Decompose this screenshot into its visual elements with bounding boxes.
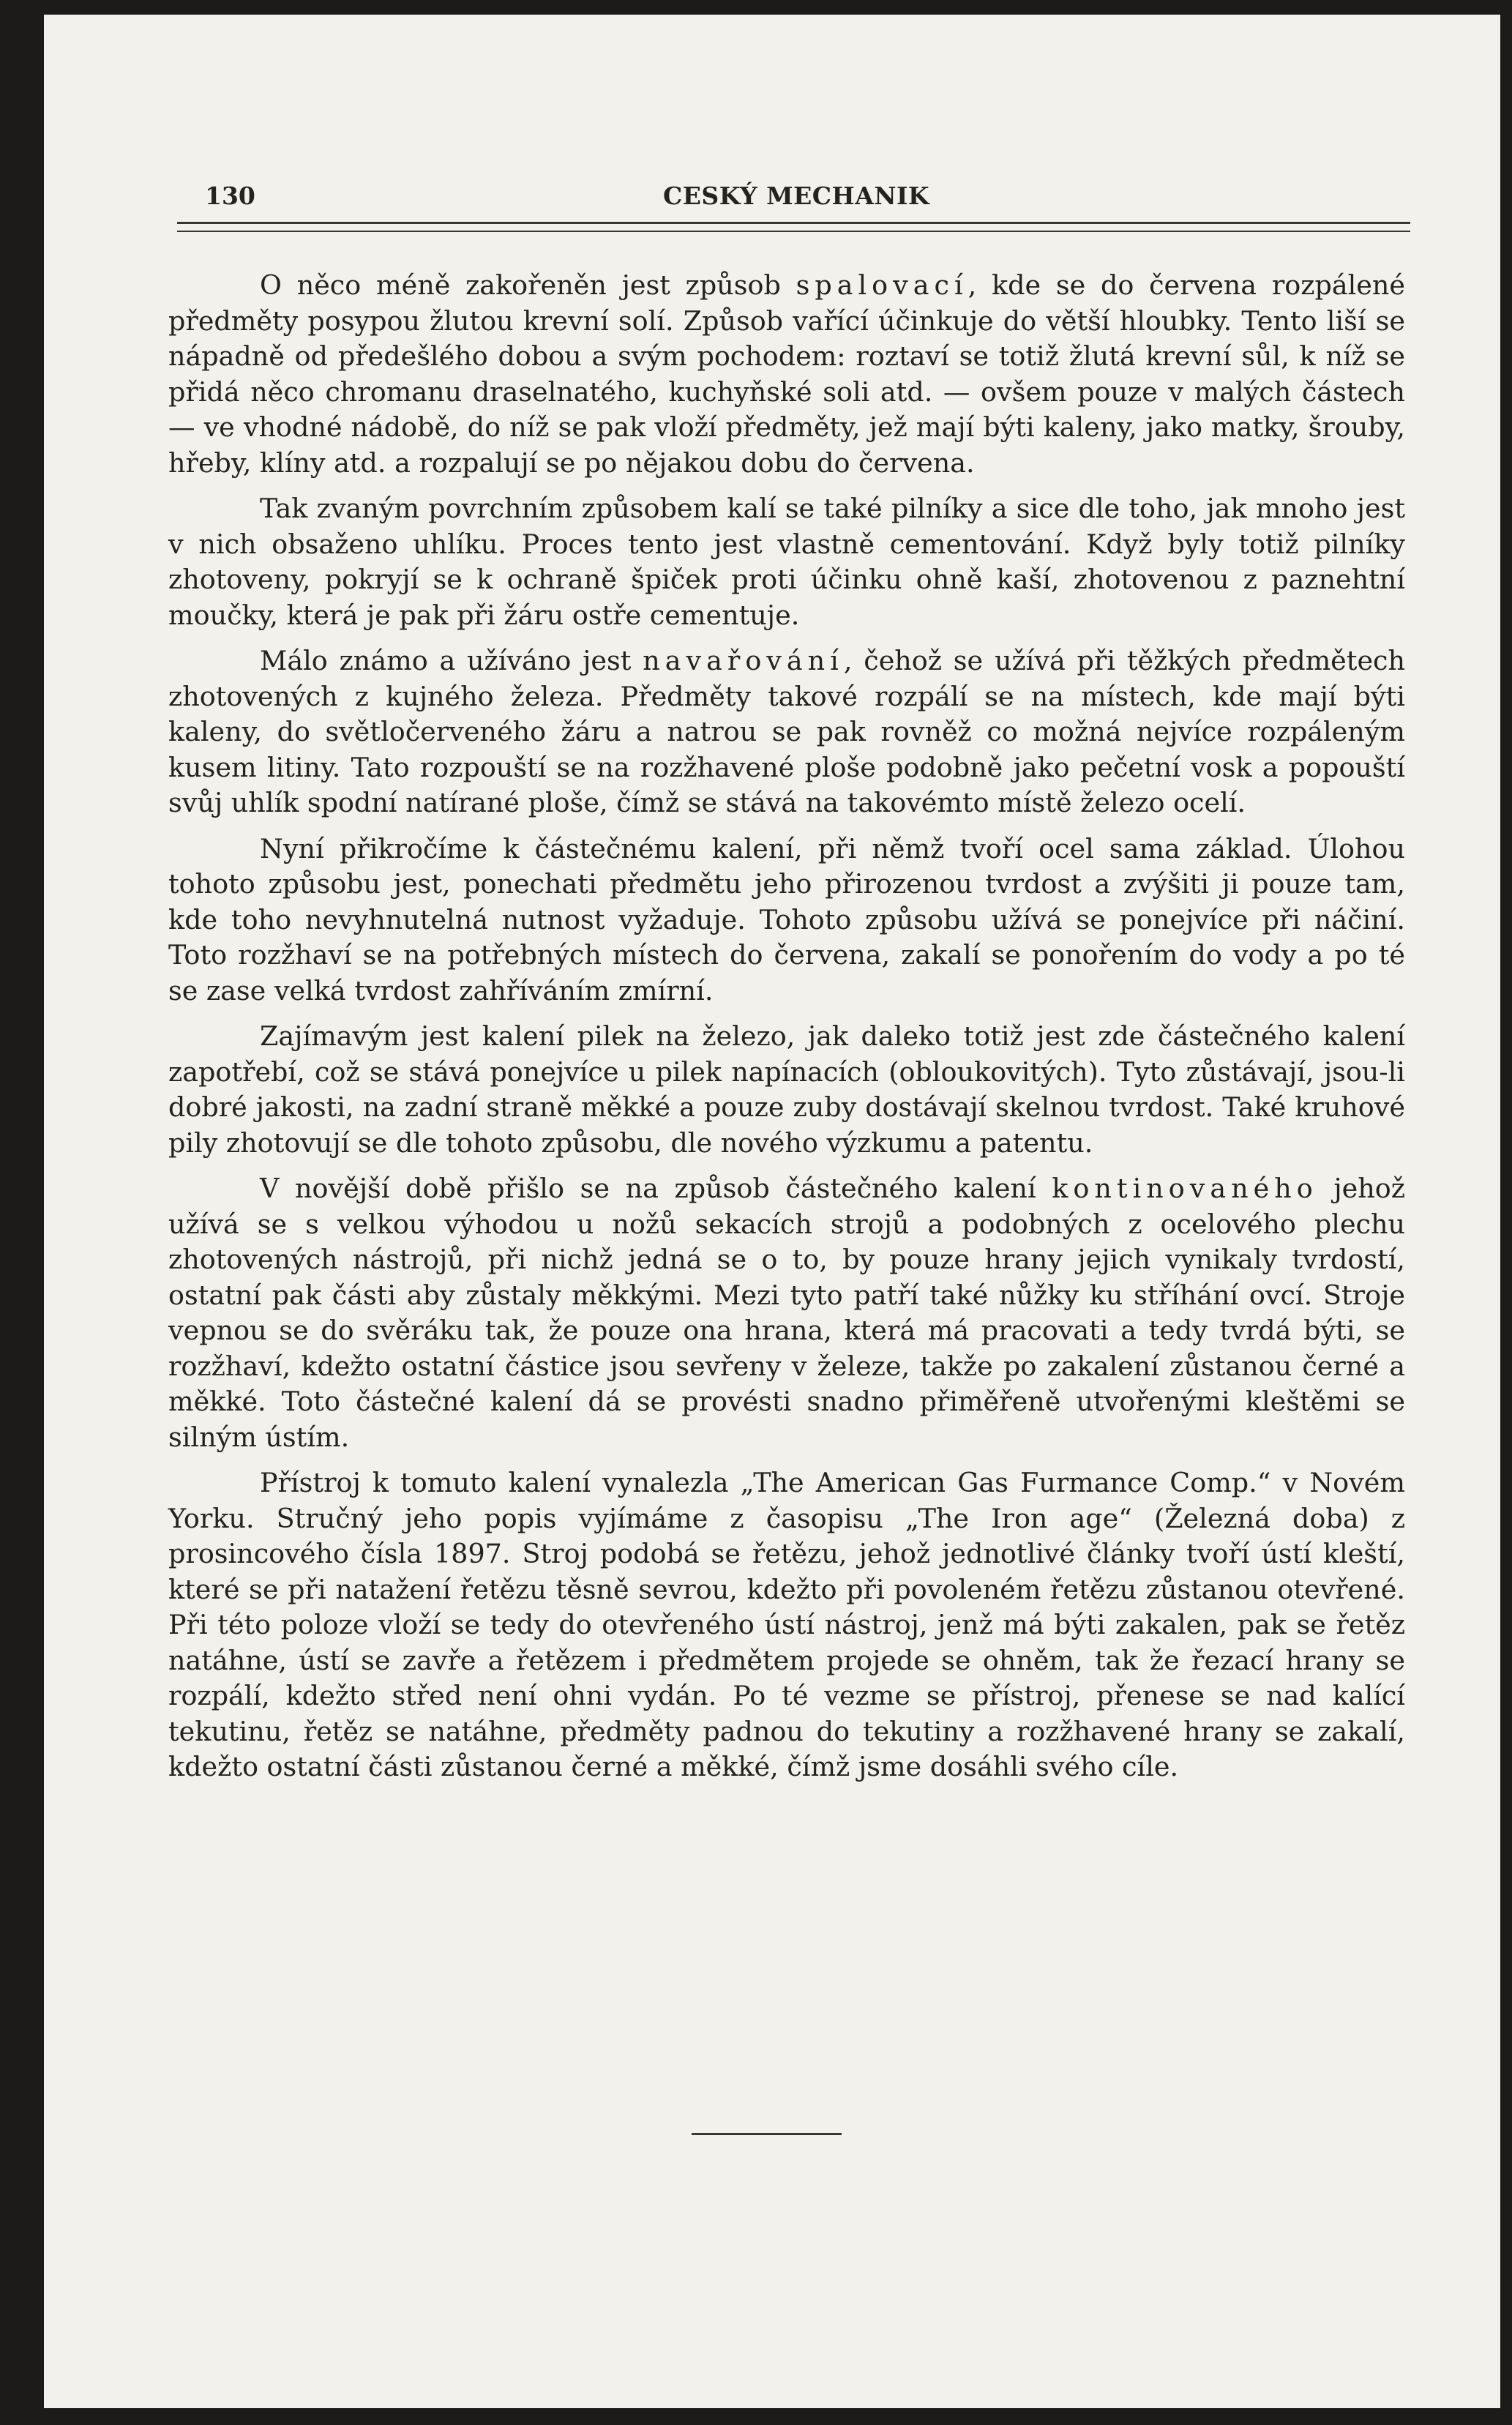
paragraph: Zajímavým jest kalení pilek na železo, jak daleko totiž jest zde částečného kalení zapotřebí, což se stává ponejvíce u pilek napínacích (obloukovitých). Tyto zůstávají, jsou-li dobré jakosti, na zadní straně měkké a pouze zuby dostávají skelnou tvrdost. Také kruhové pily zhotovují se dle tohoto způsobu, dle nového výzkumu a patentu. (168, 1020, 1405, 1159)
header-rule-bottom (177, 231, 1410, 232)
page-number: 130 (205, 182, 255, 210)
article-body (168, 268, 1405, 1796)
paragraph: Málo známo a užíváno jest navařování, čehož se užívá při těžkých předmětech zhotovených z kujného železa. Předměty takové rozpálí se na místech, kde mají býti kaleny, do světločerveného žáru a natrou se pak rovněž co možná nejvíce rozpáleným kusem litiny. Tato rozpouští se na rozžhavené ploše podobně jako pečetní vosk a popouští svůj uhlík spodní natírané ploše, čímž se stává na takovémto místě železo ocelí. (168, 645, 1406, 818)
paragraph: Přístroj k tomuto kalení vynalezla „The American Gas Furmance Comp.“ v Novém Yorku. Stručný jeho popis vyjímáme z časopisu „The Iron age“ (Železná doba) z prosincového čísla 1897. Stroj podobá se řetězu, jehož jednotlivé články tvoří ústí kleští, které se při natažení řetězu těsně sevrou, kdežto při povoleném řetězu zůstanou otevřené. Při této poloze vloží se tedy do otevřeného ústí nástroj, jenž má býti zakalen, pak se řetěz natáhne, ústí se zavře a řetězem i předmětem projede se ohněm, tak že řezací hrany se rozpálí, kdežto střed není ohni vydán. Po té vezme se přístroj, přenese se nad kalící tekutinu, řetěz se natáhne, předměty padnou do tekutiny a rozžhavené hrany se zakalí, kdežto ostatní části zůstanou černé a měkké, čímž jsme dosáhli svého cíle. (168, 1467, 1405, 1782)
paragraph: Tak zvaným povrchním způsobem kalí se také pilníky a sice dle toho, jak mnoho jest v nich obsaženo uhlíku. Proces tento jest vlastně cementování. Když byly totiž pilníky zhotoveny, pokryjí se k ochraně špiček proti účinku ohně kaší, zhotovenou z paznehtní moučky, která je pak při žáru ostře cementuje. (168, 493, 1405, 631)
paragraph: Nyní přikročíme k částečnému kalení, při němž tvoří ocel sama základ. Úlohou tohoto způsobu jest, ponechati předmětu jeho přirozenou tvrdost a zvýšiti ji pouze tam, kde toho nevyhnutelná nutnost vyžaduje. Tohoto způsobu užívá se ponejvíce při náčiní. Toto rozžhaví se na potřebných místech do červena, zakalí se ponořením do vody a po té se zase velká tvrdost zahříváním zmírní. (168, 832, 1405, 1006)
running-title: CESKÝ MECHANIK (663, 182, 930, 210)
page-header (205, 182, 1409, 218)
end-rule (692, 2133, 842, 2135)
header-rule-top (177, 222, 1410, 224)
paragraph: O něco méně zakořeněn jest způsob spalovací, kde se do červena rozpálené předměty posypou žlutou krevní solí. Způsob vařící účinkuje do větší hloubky. Tento liší se nápadně od předešlého dobou a svým pochodem: roztaví se totiž žlutá krevní sůl, k níž se přidá něco chromanu draselnatého, kuchyňské soli atd. — ovšem pouze v malých částech — ve vhodné nádobě, do níž se pak vloží předměty, jež mají býti kaleny, jako matky, šrouby, hřeby, klíny atd. a rozpalují se po nějakou dobu do červena. (168, 269, 1406, 479)
paragraph: V novější době přišlo se na způsob částečného kalení kontinovaného jehož užívá se s velkou výhodou u nožů sekacích strojů a podobných z ocelového plechu zhotovených nástrojů, při nichž jedná se o to, by pouze hrany jejich vynikaly tvrdostí, ostatní pak části aby zůstaly měkkými. Mezi tyto patří také nůžky ku stříhání ovcí. Stroje vepnou se do svěráku tak, že pouze ona hrana, která má pracovati a tedy tvrdá býti, se rozžhaví, kdežto ostatní částice jsou sevřeny v železe, takže po zakalení zůstanou černé a měkké. Toto částečné kalení dá se provésti snadno přiměřeně utvořenými kleštěmi se silným ústím. (168, 1173, 1405, 1453)
